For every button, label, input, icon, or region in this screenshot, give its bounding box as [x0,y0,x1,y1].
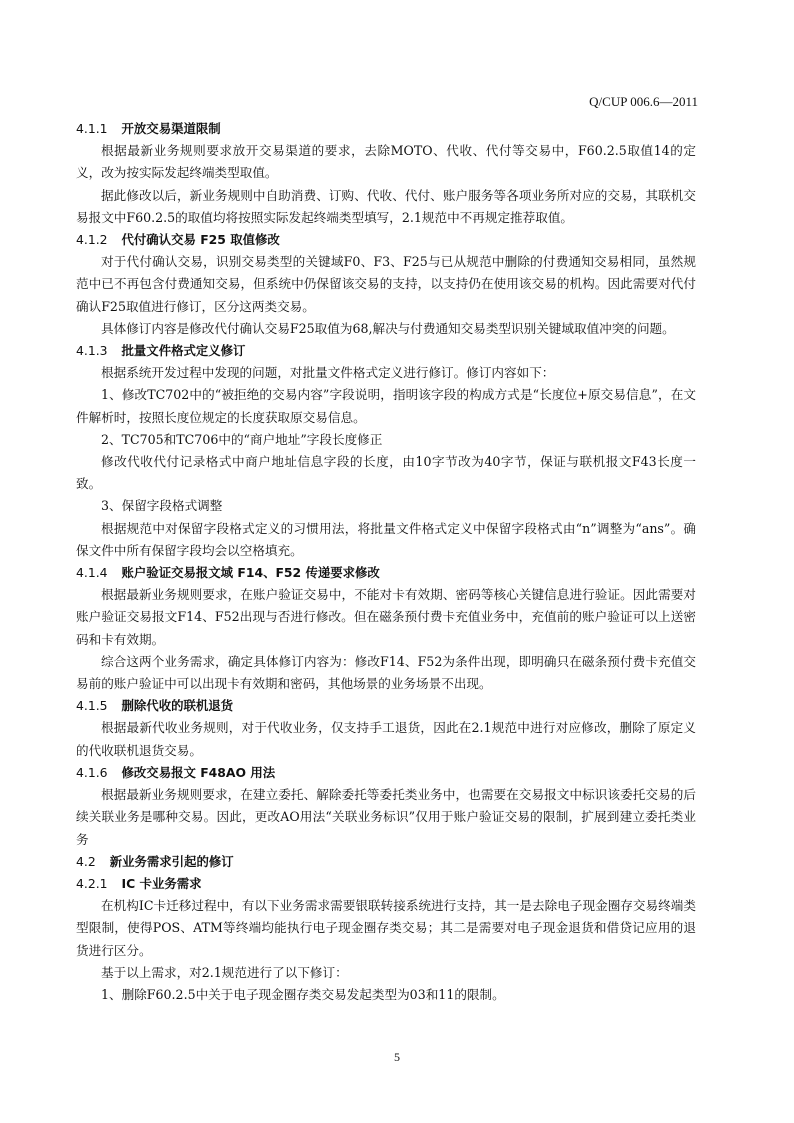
section-number: 4.1.4 [76,565,108,581]
section-heading [76,340,696,362]
paragraph: 根据最新业务规则要求，在账户验证交易中，不能对卡有效期、密码等核心关键信息进行验证。因此需要对账户验证交易报文F14、F52出现与否进行修改。但在磁条预付费卡充值业务中，充值前的账户验证可以上送密码和卡有效期。 [76,587,696,647]
paragraph: 综合这两个业务需求，确定具体修订内容为：修改F14、F52为条件出现，即明确只在磁条预付费卡充值交易前的账户验证中可以出现卡有效期和密码，其他场景的业务场景不出现。 [76,653,696,692]
section-title: 开放交易渠道限制 [121,121,221,136]
paragraph: 基于以上需求，对2.1规范进行了以下修订： [101,964,348,980]
section-heading [76,873,696,895]
section-heading [76,762,696,784]
section-title: 新业务需求引起的修订 [109,853,234,869]
document-code: Q/CUP 006.6—2011 [589,94,698,109]
paragraph: 对于代付确认交易，识别交易类型的关键域F0、F3、F25与已从规范中删除的付费通知交易相同，虽然规范中已不再包含付费通知交易，但系统中仍保留该交易的支持，以支持仍在使用该交易的机构。因此需要对代付确认F25取值进行修订，区分这两类交易。 [76,254,696,314]
paragraph: 根据系统开发过程中发现的问题，对批量文件格式定义进行修订。修订内容如下： [101,365,555,381]
section-number: 4.1.1 [76,121,108,136]
paragraph: 根据最新业务规则要求，在建立委托、解除委托等委托类业务中，也需要在交易报文中标识该委托交易的后续关联业务是哪种交易。因此，更改AO用法“关联业务标识”仅用于账户验证交易的限制，扩展到建立委托类业务 [76,787,696,847]
paragraph: 2、TC705和TC706中的“商户地址”字段长度修正 [101,431,383,447]
section-number: 4.2.1 [76,875,108,891]
section-heading [76,851,696,873]
section-number: 4.1.2 [76,232,108,248]
page-number: 5 [394,1050,400,1064]
section-heading [76,229,696,251]
section-number: 4.1.6 [76,764,108,780]
section-title: IC 卡业务需求 [121,875,202,891]
section-heading [76,118,696,140]
section-title: 账户验证交易报文域 F14、F52 传递要求修改 [121,565,380,581]
section-number: 4.1.3 [76,343,108,359]
paragraph: 3、保留字段格式调整 [101,498,223,514]
section-number: 4.2 [76,853,96,869]
paragraph: 根据最新代收业务规则，对于代收业务，仅支持手工退货，因此在2.1规范中进行对应修改，删除了原定义的代收联机退货交易。 [76,720,696,758]
document-body [76,118,696,1006]
paragraph: 1、修改TC702中的“被拒绝的交易内容”字段说明，指明该字段的构成方式是“长度位+原交易信息”，在文件解析时，按照长度位规定的长度获取原交易信息。 [76,387,696,425]
section-title: 代付确认交易 F25 取值修改 [121,232,280,248]
section-title: 删除代收的联机退货 [121,698,234,714]
paragraph: 具体修订内容是修改代付确认交易F25取值为68,解决与付费通知交易类型识别关键域取值冲突的问题。 [101,320,675,336]
section-number: 4.1.5 [76,698,108,714]
section-title: 修改交易报文 F48AO 用法 [121,764,276,780]
paragraph: 据此修改以后，新业务规则中自助消费、订购、代收、代付、账户服务等各项业务所对应的交易，其联机交易报文中F60.2.5的取值均将按照实际发起终端类型填写，2.1规范中不再规定推荐取值。 [76,187,696,225]
paragraph: 1、删除F60.2.5中关于电子现金圈存类交易发起类型为03和11的限制。 [101,986,505,1002]
paragraph: 根据规范中对保留字段格式定义的习惯用法，将批量文件格式定义中保留字段格式由“n”调整为“ans”。确保文件中所有保留字段均会以空格填充。 [76,520,696,558]
section-heading [76,695,696,717]
paragraph: 修改代收代付记录格式中商户地址信息字段的长度，由10字节改为40字节，保证与联机报文F43长度一致。 [76,454,696,492]
section-title: 批量文件格式定义修订 [121,343,246,359]
paragraph: 根据最新业务规则要求放开交易渠道的要求，去除MOTO、代收、代付等交易中，F60.2.5取值14的定义，改为按实际发起终端类型取值。 [76,143,696,181]
section-heading [76,562,696,584]
paragraph: 在机构IC卡迁移过程中，有以下业务需求需要银联转接系统进行支持，其一是去除电子现金圈存交易终端类型限制，使得POS、ATM等终端均能执行电子现金圈存类交易；其二是需要对电子现金退货和借贷记应用的退货进行区分。 [76,898,696,958]
